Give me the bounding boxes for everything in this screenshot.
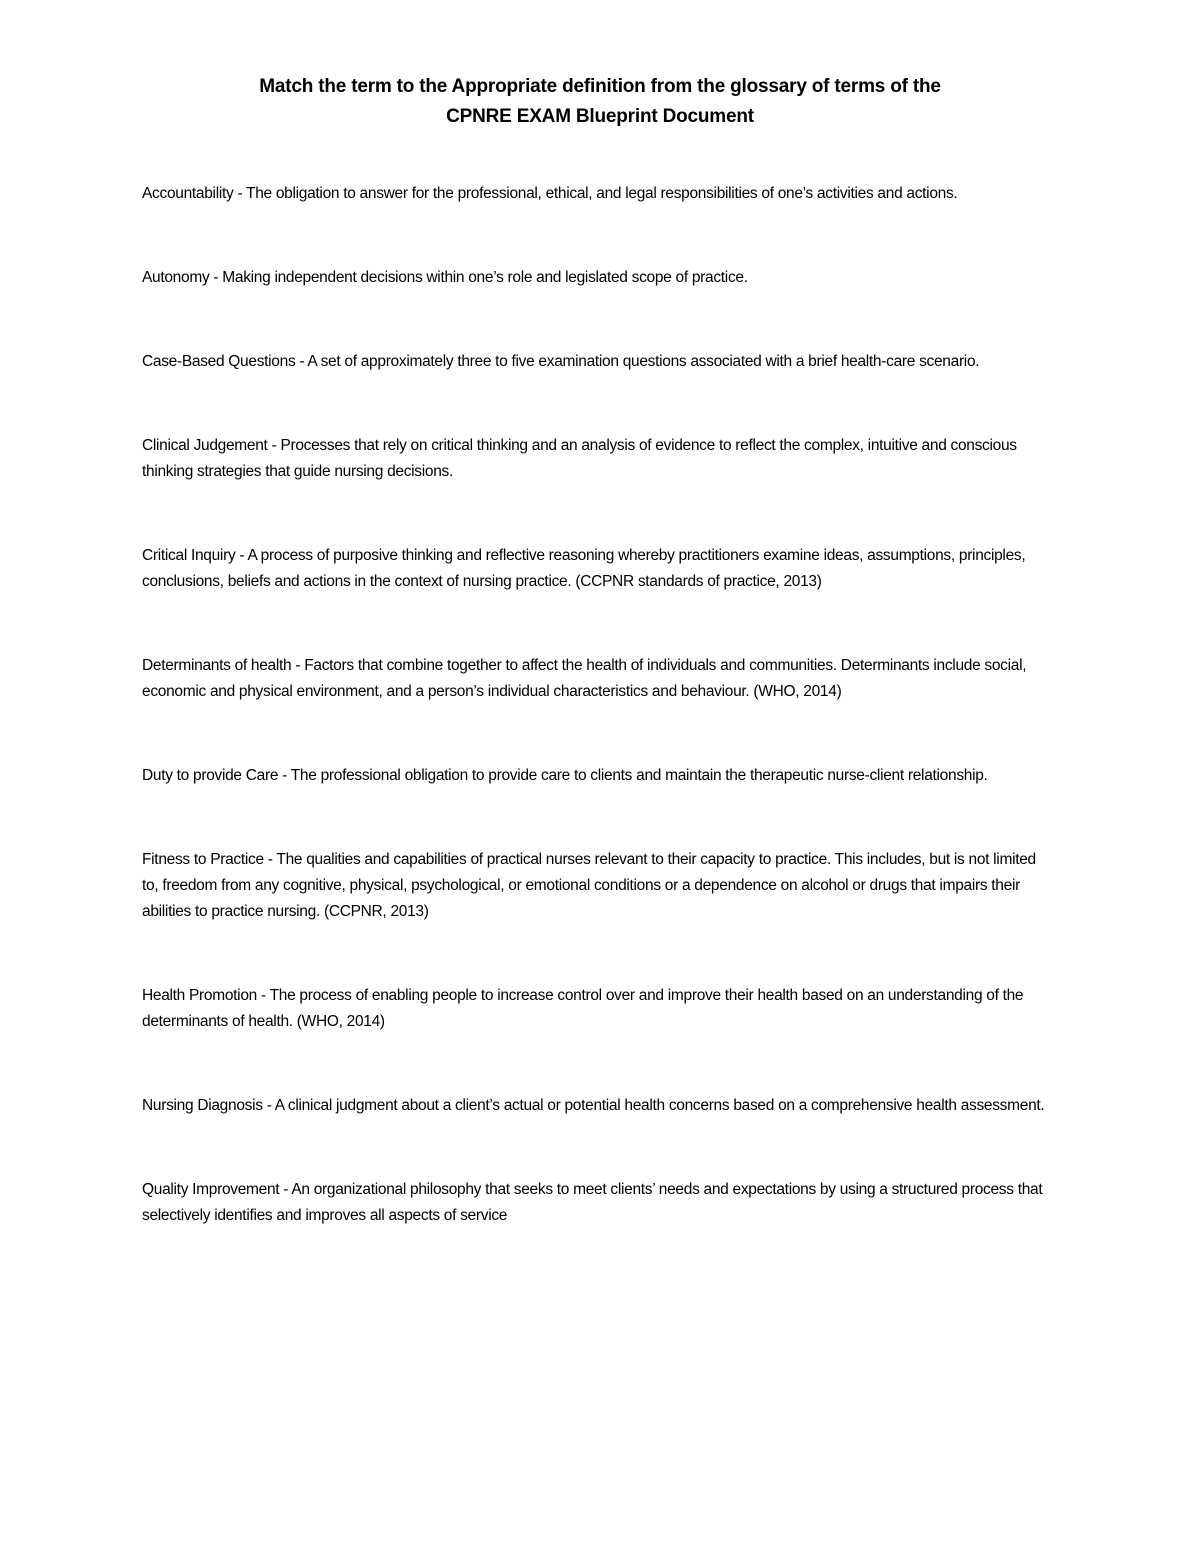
glossary-entry-duty-to-provide-care	[142, 763, 1052, 789]
entry-definition: Processes that rely on critical thinking and an analysis of evidence to reflect the complex, intuitive and conscious thinking strategies that guide nursing decisions.	[142, 437, 1017, 480]
document-title	[100, 72, 1100, 132]
glossary-entry-critical-inquiry	[142, 543, 1052, 595]
glossary-entry-autonomy	[142, 265, 1052, 291]
entry-separator: -	[233, 185, 247, 202]
entry-separator: -	[209, 269, 223, 286]
glossary-entry-case-based-questions	[142, 349, 1052, 375]
entry-term: Health Promotion	[142, 987, 257, 1004]
glossary-entry-health-promotion	[142, 983, 1052, 1035]
glossary-list	[142, 181, 1052, 1229]
entry-separator: -	[278, 767, 291, 784]
entry-definition: A clinical judgment about a client’s actual or potential health concerns based on a comprehensive health assessment.	[274, 1097, 1045, 1114]
glossary-entry-accountability	[142, 181, 1052, 207]
entry-term: Accountability	[142, 185, 234, 202]
entry-separator: -	[235, 547, 248, 564]
glossary-entry-fitness-to-practice	[142, 847, 1052, 925]
entry-term: Fitness to Practice	[142, 851, 264, 868]
entry-separator: -	[267, 437, 281, 454]
entry-definition: The qualities and capabilities of practical nurses relevant to their capacity to practice. This includes, but is not limited to, freedom from any cognitive, physical, psychological, or emotional conditions or a dependence on alcohol or drugs that impairs their abilities to practice nursing. (CCPNR, 2013)	[142, 851, 1036, 920]
entry-definition: The professional obligation to provide care to clients and maintain the therapeutic nurse-client relationship.	[290, 767, 988, 784]
entry-separator: -	[291, 657, 305, 674]
entry-definition: Factors that combine together to affect the health of individuals and communities. Determinants include social, economic and physical environment, and a person’s individual characteristics and behaviour. (WHO, 2014)	[142, 657, 1027, 700]
entry-term: Clinical Judgement	[142, 437, 268, 454]
entry-definition: A set of approximately three to five examination questions associated with a brief health-care scenario.	[307, 353, 980, 370]
glossary-entry-determinants-of-health	[142, 653, 1052, 705]
entry-definition: A process of purposive thinking and reflective reasoning whereby practitioners examine ideas, assumptions, principles, conclusions, beliefs and actions in the context of nursing practice. (CCPNR standards of practice, 2013)	[142, 547, 1026, 590]
glossary-entry-nursing-diagnosis	[142, 1093, 1052, 1119]
entry-separator: -	[263, 851, 277, 868]
entry-definition: Making independent decisions within one’s role and legislated scope of practice.	[222, 269, 748, 286]
entry-definition: The process of enabling people to increase control over and improve their health based on an understanding of the determinants of health. (WHO, 2014)	[142, 987, 1024, 1030]
entry-term: Nursing Diagnosis	[142, 1097, 263, 1114]
entry-definition: An organizational philosophy that seeks to meet clients’ needs and expectations by using a structured process that selectively identifies and improves all aspects of service	[142, 1181, 1043, 1224]
title-line-2: CPNRE EXAM Blueprint Document	[446, 106, 754, 127]
entry-separator: -	[262, 1097, 275, 1114]
glossary-entry-clinical-judgement	[142, 433, 1052, 485]
entry-term: Quality Improvement	[142, 1181, 280, 1198]
glossary-entry-quality-improvement	[142, 1177, 1052, 1229]
entry-definition: The obligation to answer for the professional, ethical, and legal responsibilities of one’s activities and actions.	[246, 185, 958, 202]
entry-term: Critical Inquiry	[142, 547, 236, 564]
entry-separator: -	[256, 987, 270, 1004]
entry-term: Case-Based Questions	[142, 353, 296, 370]
title-line-1: Match the term to the Appropriate definition from the glossary of terms of the	[259, 76, 941, 97]
entry-term: Determinants of health	[142, 657, 292, 674]
entry-term: Duty to provide Care	[142, 767, 279, 784]
entry-separator: -	[279, 1181, 292, 1198]
entry-separator: -	[295, 353, 308, 370]
entry-term: Autonomy	[142, 269, 210, 286]
